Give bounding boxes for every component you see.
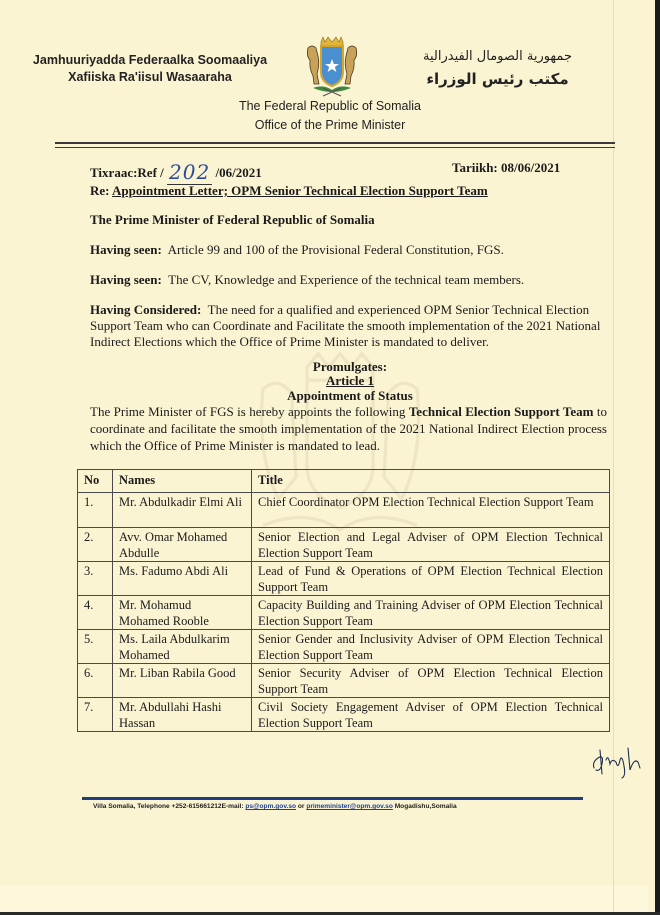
table-row <box>78 493 610 528</box>
member-title: Lead of Fund & Operations of OPM Election Technical Election Support Team <box>252 562 610 596</box>
preamble-considered <box>90 302 610 350</box>
column-header-names: Names <box>113 470 252 493</box>
letterhead-somali <box>30 52 270 86</box>
letter-date: Tariikh: 08/06/2021 <box>452 160 561 175</box>
email-link-primeminister[interactable]: primeminister@opm.gov.so <box>306 803 393 810</box>
article-body <box>90 403 607 454</box>
somalia-coat-of-arms-icon <box>299 34 365 100</box>
reference-label: Tixraac:Ref / <box>90 165 164 180</box>
row-number: 2. <box>78 528 113 562</box>
preamble-text: Article 99 and 100 of the Provisional Federal Constitution, FGS. <box>167 242 504 257</box>
member-name: Avv. Omar Mohamed Abdulle <box>113 528 252 562</box>
column-header-title: Title <box>252 470 610 493</box>
subject-text: Appointment Letter; OPM Senior Technical Election Support Team <box>112 183 488 198</box>
member-title: Chief Coordinator OPM Election Technical Election Support Team <box>252 493 610 528</box>
table-row <box>78 562 610 596</box>
member-name: Mr. Abdullahi Hashi Hassan <box>113 698 252 732</box>
member-title: Senior Election and Legal Adviser of OPM Election Technical Election Support Team <box>252 528 610 562</box>
english-country-name: The Federal Republic of Somalia <box>238 99 422 113</box>
member-name: Mr. Abdulkadir Elmi Ali <box>113 493 252 528</box>
handwritten-signature-icon <box>590 740 650 780</box>
article-body-text: The Prime Minister of FGS is hereby appoints the following <box>90 404 409 419</box>
row-number: 1. <box>78 493 113 528</box>
preamble-label: Having seen: <box>90 272 162 287</box>
table-row <box>78 528 610 562</box>
footer-address: Villa Somalia, Telephone +252-615661212E-mail: <box>93 803 246 810</box>
reference-suffix: /06/2021 <box>215 165 262 180</box>
preamble-text: The CV, Knowledge and Experience of the technical team members. <box>168 272 525 287</box>
table-row <box>78 596 610 630</box>
reference-number <box>90 158 262 182</box>
row-number: 3. <box>78 562 113 596</box>
article-body-emphasis: Technical Election Support Team <box>408 404 594 419</box>
article-heading: Article 1 <box>325 373 374 388</box>
preamble-article-reference <box>90 242 610 258</box>
promulgates-heading: Promulgates: <box>312 359 388 374</box>
table-row <box>78 664 610 698</box>
header-divider <box>55 142 615 148</box>
table-row <box>78 630 610 664</box>
team-members-table <box>77 469 610 732</box>
table-header-row <box>78 470 610 493</box>
member-name: Ms. Fadumo Abdi Ali <box>113 562 252 596</box>
article-body-text: to coordinate and facilitate the smooth implementation of the 2021 National Indirect Election process which the Office of Prime Minister is mandated to lead. <box>90 404 607 453</box>
somali-office-name: Xafiiska Ra'iisul Wasaaraha <box>68 70 232 84</box>
member-name: Ms. Laila Abdulkarim Mohamed <box>113 630 252 664</box>
page-margin <box>0 885 648 912</box>
footer-or: or <box>296 803 307 810</box>
preamble-text: The need for a qualified and experienced OPM Senior Technical Election Support Team who can Coordinate and Facilitate the smooth implementation of the 2021 National Indirect Elections which the Office of Prime Minister is mandated to deliver. <box>90 302 601 349</box>
scan-edge <box>655 0 660 915</box>
footer-divider <box>82 797 583 800</box>
member-title: Capacity Building and Training Adviser of OPM Election Technical Election Support Team <box>252 596 610 630</box>
preamble-label: Having seen: <box>90 242 162 257</box>
column-header-no: No <box>78 470 113 493</box>
row-number: 4. <box>78 596 113 630</box>
row-number: 5. <box>78 630 113 664</box>
subject-line <box>90 183 488 199</box>
member-title: Senior Gender and Inclusivity Adviser of OPM Election Technical Election Support Team <box>252 630 610 664</box>
subject-prefix: Re: <box>90 183 113 198</box>
letterhead-arabic <box>395 46 600 90</box>
member-name: Mr. Mohamud Mohamed Rooble <box>113 596 252 630</box>
arabic-country-name: جمهورية الصومال الفيدرالية <box>423 49 572 64</box>
preamble-cv-reference <box>90 272 610 288</box>
authority-heading: The Prime Minister of Federal Republic of Somalia <box>90 212 375 227</box>
article-subheading: Appointment of Status <box>287 388 413 403</box>
somali-country-name: Jamhuuriyadda Federaalka Soomaaliya <box>32 53 268 67</box>
member-name: Mr. Liban Rabila Good <box>113 664 252 698</box>
member-title: Civil Society Engagement Adviser of OPM Election Technical Election Support Team <box>252 698 610 732</box>
preamble-label: Having Considered: <box>90 302 202 317</box>
member-title: Senior Security Adviser of OPM Election Technical Election Support Team <box>252 664 610 698</box>
arabic-office-name: مكتب رئيس الوزراء <box>426 70 569 88</box>
english-office-name: Office of the Prime Minister <box>254 118 406 132</box>
handwritten-reference-number: 202 <box>169 160 211 184</box>
footer-contact <box>93 803 457 810</box>
row-number: 7. <box>78 698 113 732</box>
letterhead-english <box>200 97 460 135</box>
table-row <box>78 698 610 732</box>
email-link-ps[interactable]: ps@opm.gov.so <box>245 803 297 810</box>
row-number: 6. <box>78 664 113 698</box>
footer-city: Mogadishu,Somalia <box>392 803 457 810</box>
